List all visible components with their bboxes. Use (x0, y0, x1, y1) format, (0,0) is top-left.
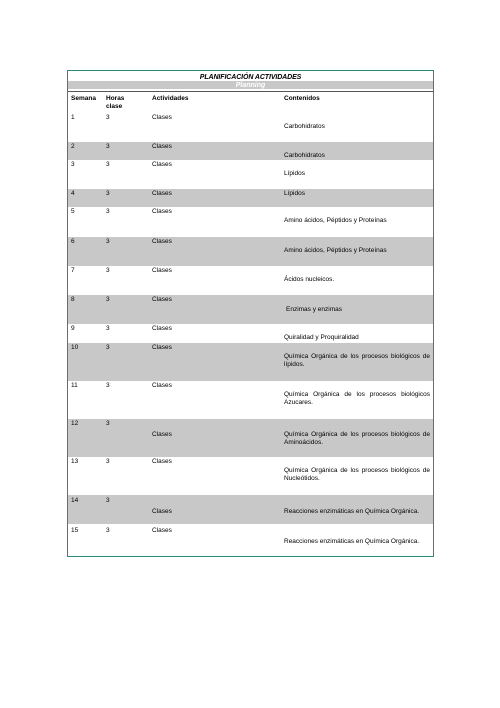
cell-contenidos: Enzimas y enzimas (286, 306, 342, 313)
cell-semana: 14 (71, 497, 79, 504)
table-row (68, 266, 433, 295)
cell-semana: 2 (71, 143, 75, 150)
cell-semana: 11 (71, 382, 78, 389)
cell-semana: 10 (71, 344, 79, 351)
header-horas: Horas clase (106, 95, 125, 110)
cell-horas: 3 (106, 325, 110, 332)
table-subtitle: Planning (235, 82, 266, 89)
table-row (68, 189, 433, 207)
table-row (68, 142, 433, 160)
cell-horas: 3 (106, 190, 110, 197)
cell-actividades: Clases (152, 431, 172, 438)
table-row (68, 381, 433, 419)
cell-semana: 7 (71, 267, 75, 274)
cell-horas: 3 (106, 497, 110, 504)
cell-contenidos: Lípidos (284, 170, 305, 177)
cell-horas: 3 (106, 527, 110, 534)
table-row (68, 457, 433, 495)
table-row (68, 207, 433, 237)
table-row (68, 160, 433, 189)
cell-actividades: Clases (152, 344, 172, 351)
cell-horas: 3 (106, 161, 110, 168)
cell-actividades: Clases (152, 190, 172, 197)
cell-actividades: Clases (152, 508, 172, 515)
cell-semana: 8 (71, 296, 75, 303)
cell-horas: 3 (106, 420, 110, 427)
cell-horas: 3 (106, 267, 110, 274)
table-row (68, 419, 433, 457)
cell-contenidos: Química Orgánica de los procesos biológicos de lípidos. (284, 353, 430, 368)
cell-contenidos: Lípidos (284, 190, 305, 197)
table-row (68, 237, 433, 266)
table-row (68, 495, 433, 524)
cell-actividades: Clases (152, 238, 172, 245)
cell-contenidos: Carbohidratos (284, 123, 325, 130)
cell-contenidos: Reacciones enzimáticas en Química Orgánica. (284, 538, 420, 545)
cell-actividades: Clases (152, 267, 172, 274)
cell-actividades: Clases (152, 458, 172, 465)
cell-horas: 3 (106, 238, 110, 245)
cell-semana: 9 (71, 325, 75, 332)
cell-semana: 12 (71, 420, 79, 427)
cell-contenidos: Carbohidratos (284, 152, 325, 159)
table-title: PLANIFICACIÓN ACTIVIDADES (199, 74, 302, 81)
cell-semana: 4 (71, 190, 75, 197)
cell-semana: 5 (71, 208, 75, 215)
cell-contenidos: Reacciones enzimáticas en Química Orgánica. (284, 508, 420, 515)
header-semana: Semana (71, 95, 96, 102)
cell-horas: 3 (106, 458, 110, 465)
cell-actividades: Clases (152, 143, 172, 150)
cell-horas: 3 (106, 344, 110, 351)
cell-semana: 13 (71, 458, 79, 465)
cell-contenidos: Amino ácidos, Péptidos y Proteínas (284, 217, 387, 224)
cell-contenidos: Química Orgánica de los procesos biológicos de Nucleótidos. (284, 467, 430, 482)
header-actividades: Actividades (152, 95, 189, 102)
cell-contenidos: Química Orgánica de los procesos biológicos de Aminoácidos. (284, 431, 430, 446)
cell-horas: 3 (106, 143, 110, 150)
cell-horas: 3 (106, 208, 110, 215)
cell-actividades: Clases (152, 325, 172, 332)
table-row (68, 524, 433, 556)
cell-actividades: Clases (152, 527, 172, 534)
cell-actividades: Clases (152, 382, 172, 389)
cell-horas: 3 (106, 296, 110, 303)
cell-horas: 3 (106, 382, 110, 389)
planning-table (67, 70, 434, 557)
cell-actividades: Clases (152, 296, 172, 303)
cell-contenidos: Ácidos nucleicos. (284, 276, 335, 283)
cell-semana: 15 (71, 527, 79, 534)
cell-actividades: Clases (152, 161, 172, 168)
cell-contenidos: Amino ácidos, Péptidos y Proteínas (284, 247, 387, 254)
cell-semana: 6 (71, 238, 75, 245)
header-divider (68, 91, 433, 92)
table-row (68, 343, 433, 381)
table-row (68, 324, 433, 343)
table-row (68, 113, 433, 142)
cell-semana: 1 (71, 114, 75, 121)
header-contenidos: Contenidos (284, 95, 320, 102)
cell-contenidos: Quiralidad y Proquiralidad (284, 334, 359, 341)
cell-actividades: Clases (152, 114, 172, 121)
cell-contenidos: Química Orgánica de los procesos biológicos Azucares. (284, 391, 430, 406)
cell-actividades: Clases (152, 208, 172, 215)
table-row (68, 295, 433, 324)
cell-semana: 3 (71, 161, 75, 168)
cell-horas: 3 (106, 114, 110, 121)
